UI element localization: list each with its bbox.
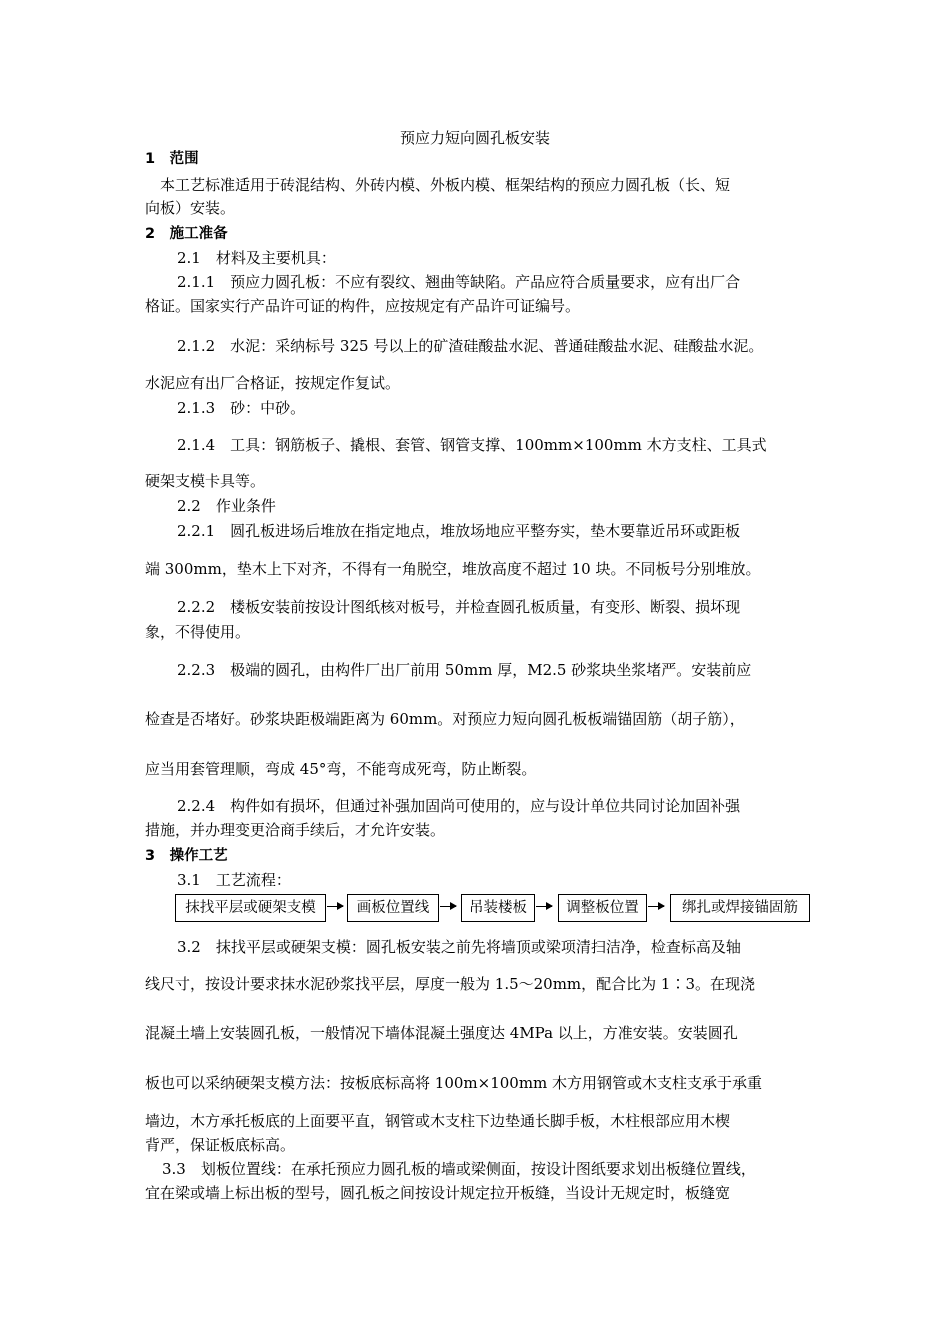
heading-operation: 3 操作工艺 — [145, 848, 228, 864]
paragraph-line: 2.2.2 楼板安装前按设计图纸核对板号，并检查圆孔板质量，有变形、断裂、损坏现 — [177, 598, 741, 616]
paragraph-line: 2.2.4 构件如有损坏，但通过补强加固尚可使用的，应与设计单位共同讨论加固补强 — [177, 797, 741, 815]
paragraph-line: 2.2.3 极端的圆孔，由构件厂出厂前用 50mm 厚，M2.5 砂浆块坐浆堵严。安装前应 — [177, 661, 752, 679]
paragraph-line: 2.1.2 水泥：采纳标号 325 号以上的矿渣硅酸盐水泥、普通硅酸盐水泥、硅酸盐水泥。 — [177, 337, 764, 355]
paragraph-line: 措施，并办理变更洽商手续后，才允许安装。 — [145, 821, 446, 839]
paragraph-line: 线尺寸，按设计要求抹水泥砂浆找平层，厚度一般为 1.5～20mm，配合比为 1∶3。在现浇 — [145, 975, 756, 993]
flow-step-3: 吊装楼板 — [461, 894, 535, 922]
heading-preparation: 2 施工准备 — [145, 226, 228, 242]
heading-scope: 1 范围 — [145, 151, 199, 167]
flow-step-4: 调整板位置 — [558, 894, 647, 922]
arrow-right-icon — [648, 906, 664, 907]
flow-step-1: 抹找平层或硬架支模 — [175, 894, 326, 922]
paragraph-line: 2.2 作业条件 — [177, 497, 276, 515]
flow-step-5: 绑扎或焊接锚固筋 — [670, 894, 810, 922]
paragraph-line: 2.1.4 工具：钢筋板子、撬根、套管、钢管支撑、100mm×100mm 木方支柱、工具式 — [177, 436, 767, 454]
paragraph-line: 3.2 抹找平层或硬架支模：圆孔板安装之前先将墙顶或梁项清扫洁净，检查标高及轴 — [177, 938, 741, 956]
paragraph-line: 混凝土墙上安装圆孔板，一般情况下墙体混凝土强度达 4MPa 以上，方准安装。安装圆孔 — [145, 1024, 738, 1042]
paragraph-line: 本工艺标准适用于砖混结构、外砖内模、外板内模、框架结构的预应力圆孔板（长、短 — [160, 176, 731, 194]
paragraph-line: 背严，保证板底标高。 — [145, 1136, 296, 1154]
paragraph-line: 2.1 材料及主要机具： — [177, 249, 336, 267]
paragraph-line: 应当用套管理顺，弯成 45°弯，不能弯成死弯，防止断裂。 — [145, 760, 537, 778]
paragraph-line: 3.3 划板位置线：在承托预应力圆孔板的墙或梁侧面，按设计图纸要求划出板缝位置线， — [162, 1160, 756, 1178]
paragraph-line: 板也可以采纳硬架支模方法：按板底标高将 100m×100mm 木方用钢管或木支柱支承于承重 — [145, 1074, 763, 1092]
paragraph-line: 墙边，木方承托板底的上面要平直，钢管或木支柱下边垫通长脚手板，木柱根部应用木楔 — [145, 1112, 731, 1130]
paragraph-line: 水泥应有出厂合格证，按规定作复试。 — [145, 374, 401, 392]
paragraph-line: 向板）安装。 — [145, 199, 236, 217]
arrow-right-icon — [440, 906, 456, 907]
paragraph-line: 格证。国家实行产品许可证的构件，应按规定有产品许可证编号。 — [145, 297, 581, 315]
paragraph-line: 2.2.1 圆孔板进场后堆放在指定地点，堆放场地应平整夯实，垫木要靠近吊环或距板 — [177, 522, 741, 540]
arrow-right-icon — [536, 906, 552, 907]
paragraph-line: 硬架支模卡具等。 — [145, 472, 266, 490]
flow-step-2: 画板位置线 — [347, 894, 439, 922]
paragraph-line: 宜在梁或墙上标出板的型号，圆孔板之间按设计规定拉开板缝，当设计无规定时，板缝宽 — [145, 1184, 731, 1202]
paragraph-line: 2.1.1 预应力圆孔板：不应有裂纹、翘曲等缺陷。产品应符合质量要求，应有出厂合 — [177, 273, 741, 291]
paragraph-line: 端 300mm，垫木上下对齐，不得有一角脱空，堆放高度不超过 10 块。不同板号分别堆放。 — [145, 560, 761, 578]
paragraph-line: 3.1 工艺流程： — [177, 871, 291, 889]
page-title: 预应力短向圆孔板安装 — [399, 129, 550, 147]
paragraph-line: 象，不得使用。 — [145, 623, 251, 641]
arrow-right-icon — [327, 906, 343, 907]
paragraph-line: 检查是否堵好。砂浆块距极端距离为 60mm。对预应力短向圆孔板板端锚固筋（胡子筋）， — [145, 710, 745, 728]
paragraph-line: 2.1.3 砂：中砂。 — [177, 399, 306, 417]
